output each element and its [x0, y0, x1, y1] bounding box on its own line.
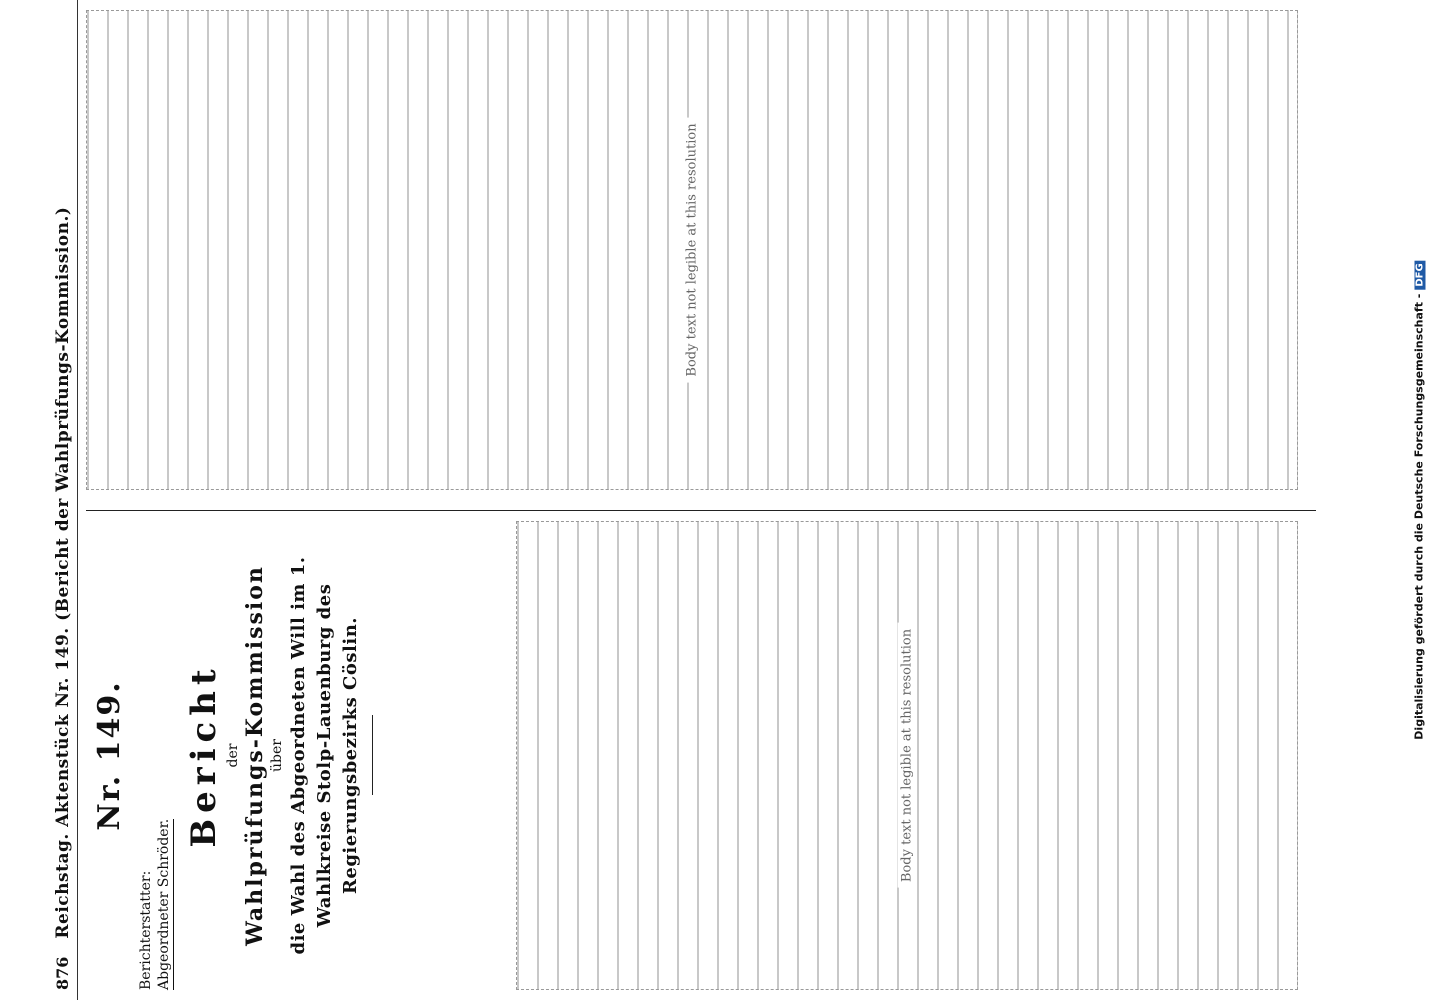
page-number: 876	[53, 956, 72, 990]
reporter-block	[137, 521, 174, 990]
title-der: der	[225, 743, 241, 768]
title-subject: die Wahl des Abgeordneten Will im 1. Wahlkreise Stolp-Lauenburg des Regierungsbezirks Cöslin.	[288, 556, 361, 955]
doc-number: Nr. 149.	[92, 680, 127, 831]
digitization-imprint	[1408, 20, 1430, 980]
left-body-placeholder	[516, 521, 1298, 990]
title-bericht: Bericht	[184, 663, 224, 848]
right-body-text	[86, 10, 1296, 490]
left-body-note: Body text not legible at this resolution	[898, 623, 917, 888]
title-ueber: über	[269, 739, 285, 772]
running-header	[48, 0, 78, 1000]
doc-number-block	[92, 521, 127, 990]
imprint-text: Digitalisierung gefördert durch die Deutsche Forschungsgemeinschaft -	[1412, 293, 1426, 740]
right-column	[86, 0, 1316, 500]
left-column	[86, 510, 1316, 1000]
dfg-logo: DFG	[1415, 260, 1426, 289]
title-block	[184, 521, 373, 990]
text-columns	[86, 0, 1316, 1000]
title-commission: Wahlprüfungs-Kommission	[242, 565, 268, 946]
running-title: Reichstag. Aktenstück Nr. 149. (Bericht der Wahlprüfungs-Kommission.)	[52, 206, 73, 939]
reporter-label: Berichterstatter:	[138, 870, 154, 990]
right-body-placeholder	[86, 10, 1298, 490]
title-divider	[372, 716, 373, 796]
reporter-name: Abgeordneter Schröder.	[156, 818, 172, 990]
left-body-text	[516, 521, 1296, 990]
right-body-note: Body text not legible at this resolution	[683, 117, 702, 382]
